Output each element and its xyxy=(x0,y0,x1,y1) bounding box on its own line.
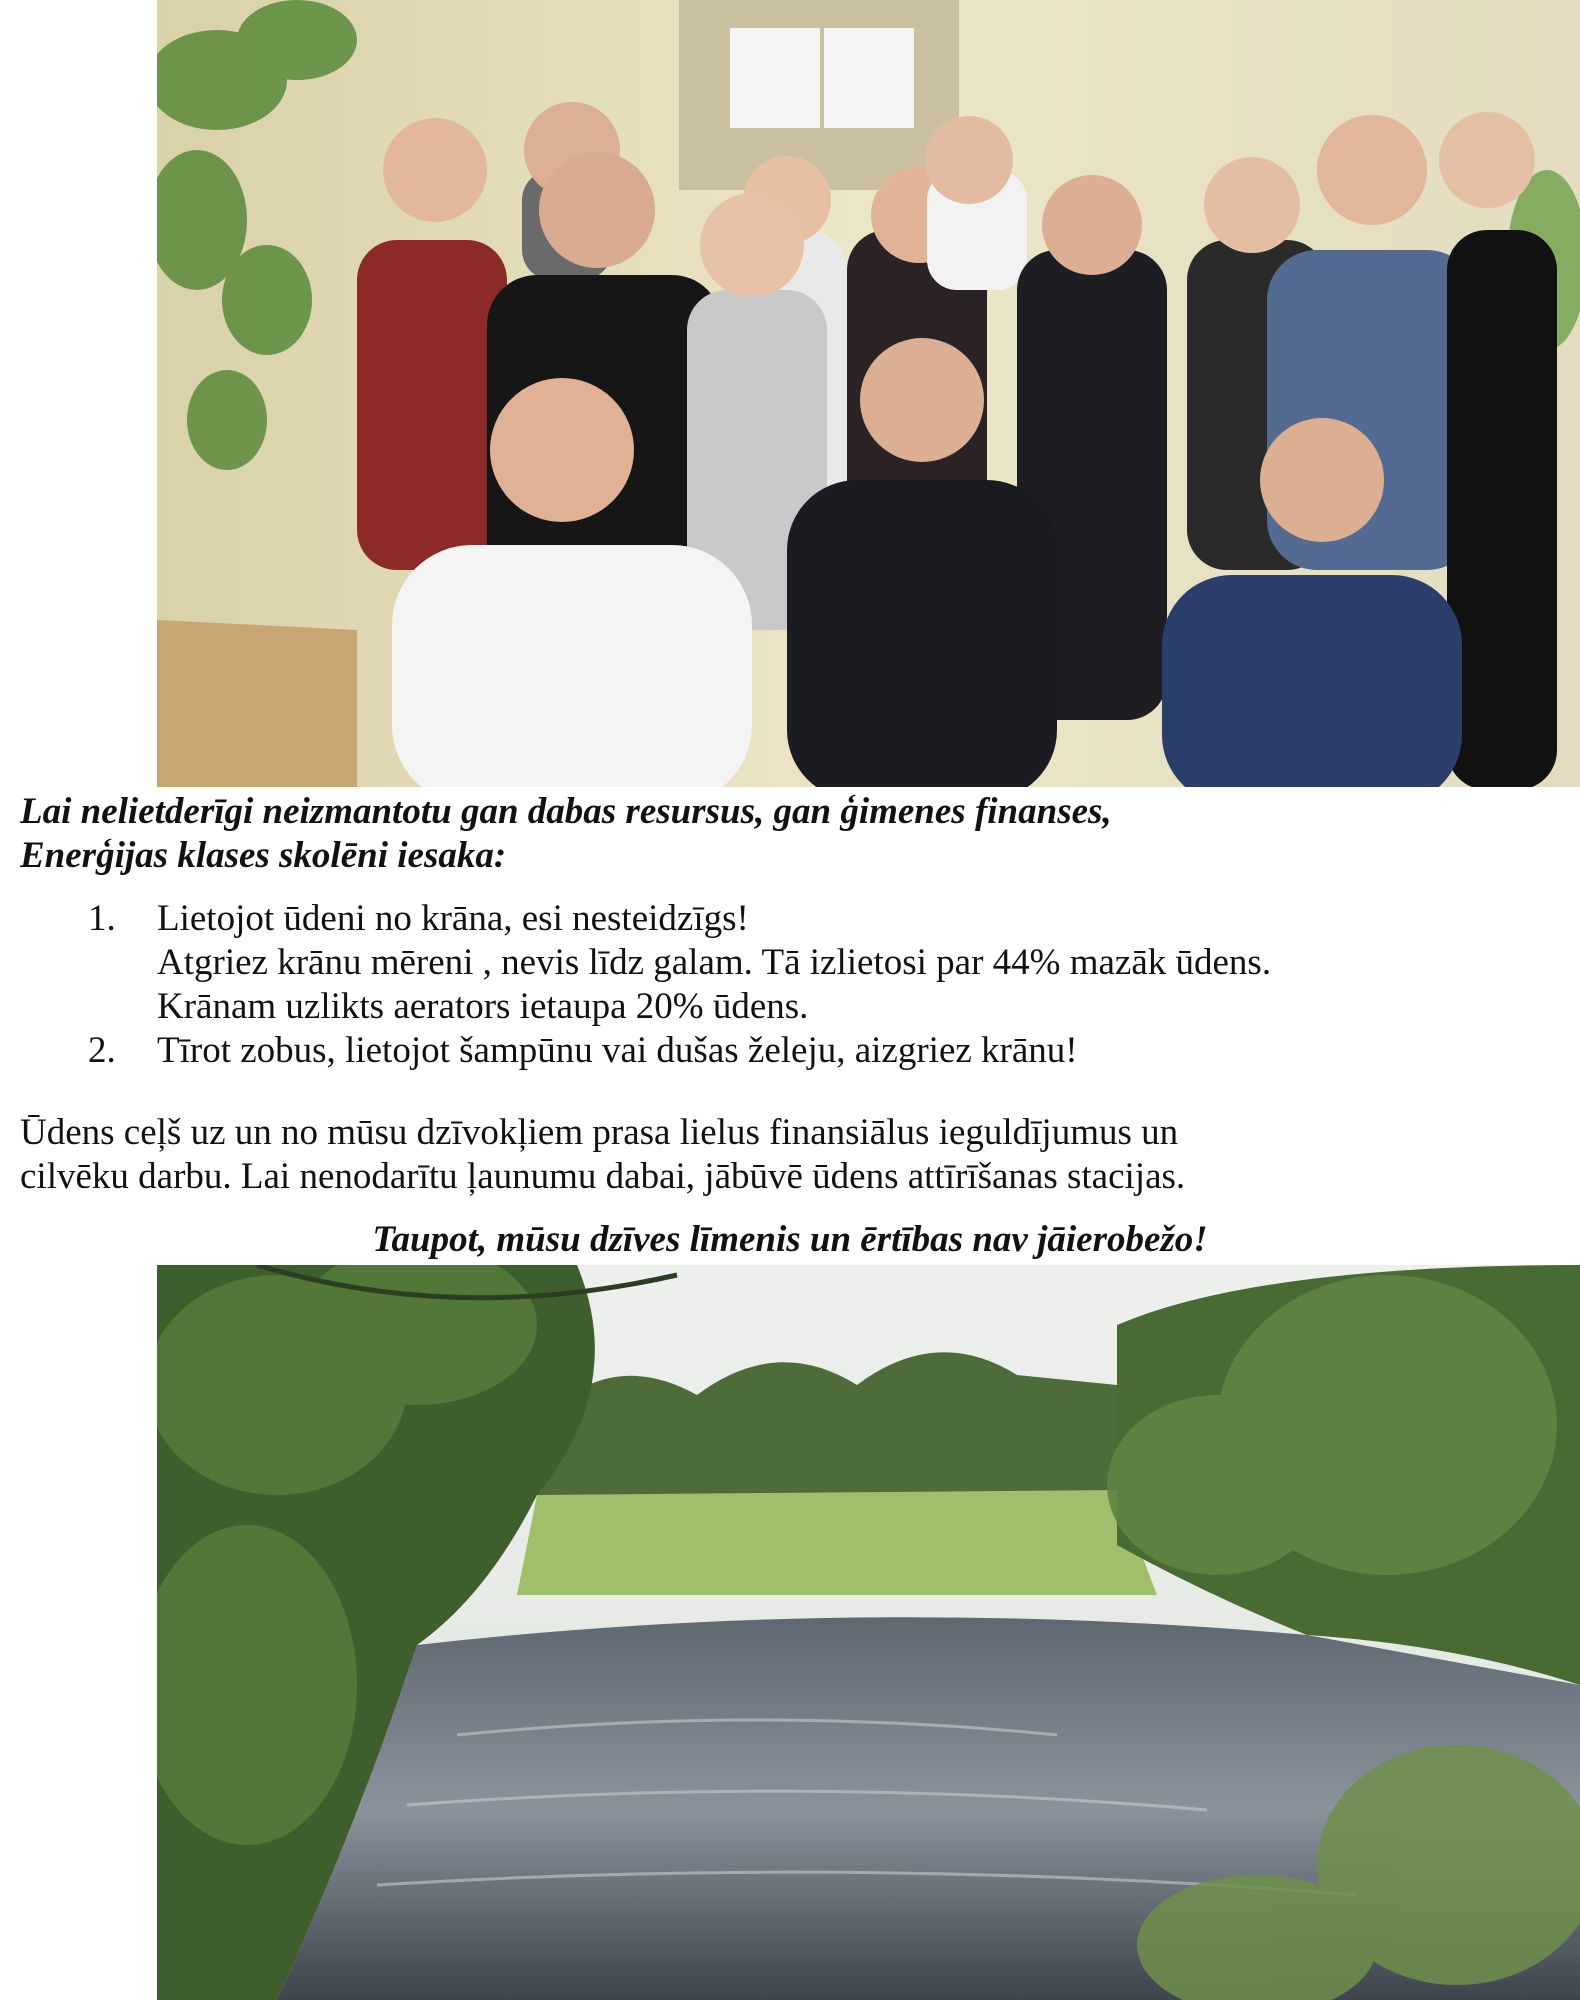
list-item-text: Tīrot zobus, lietojot šampūnu vai dušas želeju, aizgriez krānu! xyxy=(157,1030,1078,1071)
intro-line-1: Lai nelietderīgi neizmantotu gan dabas resursus, gan ģimenes finanses, xyxy=(20,791,1112,832)
intro xyxy=(20,790,1560,878)
list-item xyxy=(0,897,1580,941)
group-photo xyxy=(157,0,1580,787)
list-number: 1. xyxy=(88,898,116,939)
tips-list xyxy=(0,897,1580,1073)
list-item-text: Lietojot ūdeni no krāna, esi nesteidzīgs! xyxy=(157,898,749,939)
paragraph-line-2: cilvēku darbu. Lai nenodarītu ļaunumu dabai, jābūvē ūdens attīrīšanas stacijas. xyxy=(20,1156,1186,1197)
paragraph-line-1: Ūdens ceļš uz un no mūsu dzīvokļiem prasa lielus finansiālus ieguldījumus un xyxy=(20,1112,1179,1153)
river-photo xyxy=(157,1265,1580,2000)
list-item-detail: Krānam uzlikts aerators ietaupa 20% ūdens. xyxy=(157,986,809,1027)
list-item xyxy=(0,1029,1580,1073)
intro-line-2: Enerģijas klases skolēni iesaka: xyxy=(20,835,507,876)
list-item-detail: Atgriez krānu mēreni , nevis līdz galam. Tā izlietosi par 44% mazāk ūdens. xyxy=(157,942,1272,983)
list-number: 2. xyxy=(88,1030,116,1071)
body-paragraph xyxy=(20,1111,1565,1199)
closing-slogan: Taupot, mūsu dzīves līmenis un ērtības nav jāierobežo! xyxy=(372,1219,1208,1260)
